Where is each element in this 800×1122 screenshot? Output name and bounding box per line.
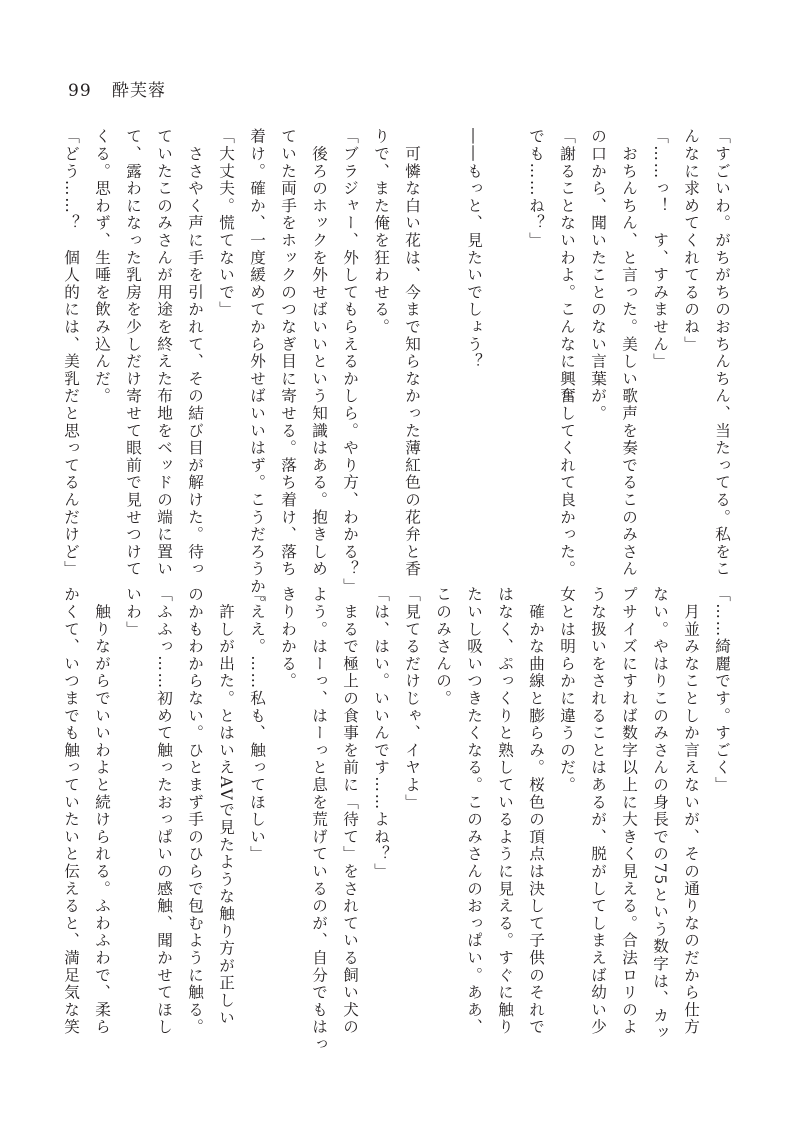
text-line: の口から、聞いたことのない言葉が。 (589, 128, 607, 423)
text-block-lower (62, 586, 737, 1054)
text-line: んなに求めてくれてるのね」 (682, 128, 700, 353)
text-line: 「謝ることないわよ。こんなに興奮してくれて良かった。 (558, 128, 576, 578)
text-line: 「ええ。……私も、触ってほしい」 (248, 586, 266, 863)
text-block-upper (62, 128, 737, 613)
text-line: 「……綺麗です。すごく」 (713, 586, 731, 794)
text-line: まるで極上の食事を前に「待て」をされている飼い犬の (341, 586, 359, 1036)
text-line: かくて、いつまでも触っていたいと伝えると、満足気な笑 (62, 586, 80, 1036)
text-line: いわ」 (124, 586, 142, 638)
text-line: 「は、はい。いいんです……よね？」 (372, 586, 390, 881)
text-line: 「どう……？ 個人的には、美乳だと思ってるんだけど」 (62, 128, 80, 578)
text-line: 触りながらでいいわよと続けられる。ふわふわで、柔ら (93, 586, 111, 1036)
text-line: て、露わになった乳房を少しだけ寄せて眼前で見せつけて (124, 128, 142, 578)
text-line: よう。はーっ、はーっと息を荒げているのが、自分でもはっ (310, 586, 328, 1054)
page-header (68, 76, 166, 101)
text-line: 月並みなことしか言えないが、その通りなのだから仕方 (682, 586, 700, 1036)
text-line: うな扱いをされることはあるが、脱がしてしまえば幼い少 (589, 586, 607, 1036)
text-line: でも……ね？」 (527, 128, 545, 250)
text-line: 後ろのホックを外せばいいという知識はある。抱きしめ (310, 128, 328, 578)
blank-line (427, 128, 458, 538)
blank-line (489, 128, 520, 538)
text-line: ささやく声に手を引かれて、その結び目が解けた。待っ (186, 128, 204, 578)
text-line: ――もっと、見たいでしょう？ (465, 128, 483, 371)
text-line: ていた両手をホックのつなぎ目に寄せる。落ち着け、落ち (279, 128, 297, 578)
text-line: くる。思わず、生唾を飲み込んだ。 (93, 128, 111, 405)
text-line: 女とは明らかに違うのだ。 (558, 586, 576, 794)
text-line: 確かな曲線と膨らみ。桜色の頂点は決して子供のそれで (527, 586, 545, 1036)
text-line: 「大丈夫。慌てないで」 (217, 128, 235, 319)
text-line: 許しが出た。とはいえAVで見たような触り方が正しい (217, 586, 235, 1027)
text-line: 「見てるだけじゃ、イヤよ」 (403, 586, 421, 811)
text-line: 「ふふっ……初めて触ったおっぱいの感触、聞かせてほし (155, 586, 173, 1036)
running-title: 酔芙蓉 (112, 81, 167, 101)
text-line: りで、また俺を狂わせる。 (372, 128, 390, 336)
text-line: 可憐な白い花は、今まで知らなかった薄紅色の花弁と香 (403, 128, 421, 578)
text-line: たいし吸いつきたくなる。このみさんのおっぱい。ああ、 (465, 586, 483, 1036)
text-line: のかもわからない。ひとまず手のひらで包むように触る。 (186, 586, 204, 1036)
text-line: 「……っ！ す、すみません」 (651, 128, 669, 371)
text-line: はなく、ぷっくりと熟しているように見える。すぐに触り (496, 586, 514, 1036)
text-line: ない。やはりこのみさんの身長での75という数字は、カッ (651, 586, 669, 1042)
text-line: 「すごいわ。がちがちのおちんちん、当たってる。私をこ (713, 128, 731, 578)
text-line: 着け。確か、一度緩めてから外せばいいはず。こうだろうか。 (248, 128, 266, 613)
text-line: おちんちん、と言った。美しい歌声を奏でるこのみさん (620, 128, 638, 578)
page-number: 99 (68, 81, 92, 101)
text-line: このみさんの。 (434, 586, 452, 708)
text-line: きりわかる。 (279, 586, 297, 690)
text-line: プサイズにすれば数字以上に大きく見える。合法ロリのよ (620, 586, 638, 1036)
text-line: ていたこのみさんが用途を終えた布地をベッドの端に置い (155, 128, 173, 578)
text-line: 「ブラジャー、外してもらえるかしら。やり方、わかる？」 (341, 128, 359, 596)
